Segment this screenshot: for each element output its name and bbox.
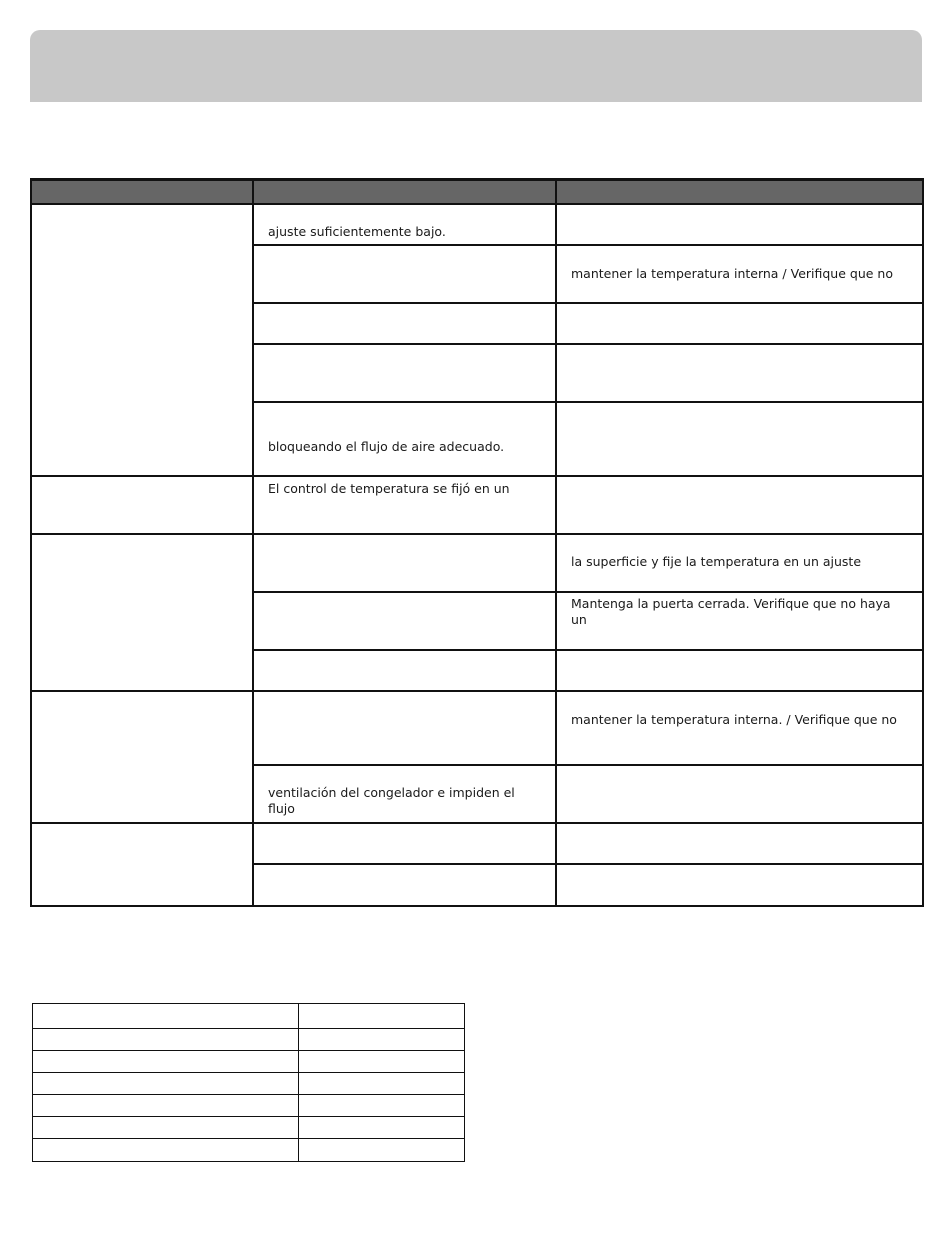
spec-value-cell <box>299 1117 465 1139</box>
problem-cell <box>31 476 253 534</box>
header-cause <box>253 180 556 205</box>
spec-label-cell <box>33 1139 299 1162</box>
cause-cell <box>253 344 556 402</box>
cause-cell <box>253 864 556 906</box>
table-row <box>33 1139 465 1162</box>
solution-cell: Mantenga la puerta cerrada. Verifique que no haya un <box>556 592 923 650</box>
table-row <box>33 1117 465 1139</box>
cause-cell <box>253 650 556 691</box>
spec-label-cell <box>33 1051 299 1073</box>
cause-cell <box>253 534 556 592</box>
header-solution <box>556 180 923 205</box>
spec-value-cell <box>299 1029 465 1051</box>
cause-cell <box>253 691 556 765</box>
table-row <box>31 204 923 245</box>
solution-cell: mantener la temperatura interna / Verifique que no <box>556 245 923 303</box>
problem-cell <box>31 204 253 476</box>
spec-label-cell <box>33 1004 299 1029</box>
solution-cell <box>556 864 923 906</box>
table-row <box>33 1051 465 1073</box>
section-header-band <box>30 30 922 102</box>
solution-cell: mantener la temperatura interna. / Verifique que no <box>556 691 923 765</box>
cause-cell <box>253 245 556 303</box>
cause-cell: ventilación del congelador e impiden el flujo <box>253 765 556 823</box>
solution-cell <box>556 303 923 344</box>
spec-label-cell <box>33 1029 299 1051</box>
spec-label-cell <box>33 1095 299 1117</box>
table-row <box>33 1095 465 1117</box>
spec-value-cell <box>299 1051 465 1073</box>
troubleshooting-table <box>30 178 924 907</box>
solution-cell: la superficie y fije la temperatura en un ajuste <box>556 534 923 592</box>
solution-cell <box>556 765 923 823</box>
spec-label-cell <box>33 1117 299 1139</box>
table-row <box>33 1073 465 1095</box>
table-row <box>31 823 923 864</box>
cause-cell <box>253 592 556 650</box>
table-row <box>31 534 923 592</box>
spec-value-cell <box>299 1095 465 1117</box>
specifications-table <box>32 1003 465 1162</box>
header-problem <box>31 180 253 205</box>
spec-label-cell <box>33 1073 299 1095</box>
table-header-row <box>31 180 923 205</box>
solution-cell <box>556 476 923 534</box>
solution-cell <box>556 204 923 245</box>
cause-cell: El control de temperatura se fijó en un <box>253 476 556 534</box>
cause-cell <box>253 303 556 344</box>
spec-value-cell <box>299 1073 465 1095</box>
solution-cell <box>556 823 923 864</box>
cause-cell: bloqueando el flujo de aire adecuado. <box>253 402 556 476</box>
solution-cell <box>556 402 923 476</box>
table-row <box>31 691 923 765</box>
spec-value-cell <box>299 1139 465 1162</box>
problem-cell <box>31 534 253 691</box>
table-row <box>33 1004 465 1029</box>
cause-cell <box>253 823 556 864</box>
cause-cell: ajuste suficientemente bajo. <box>253 204 556 245</box>
table-row <box>33 1029 465 1051</box>
spec-value-cell <box>299 1004 465 1029</box>
solution-cell <box>556 650 923 691</box>
problem-cell <box>31 823 253 906</box>
problem-cell <box>31 691 253 823</box>
table-row <box>31 476 923 534</box>
solution-cell <box>556 344 923 402</box>
